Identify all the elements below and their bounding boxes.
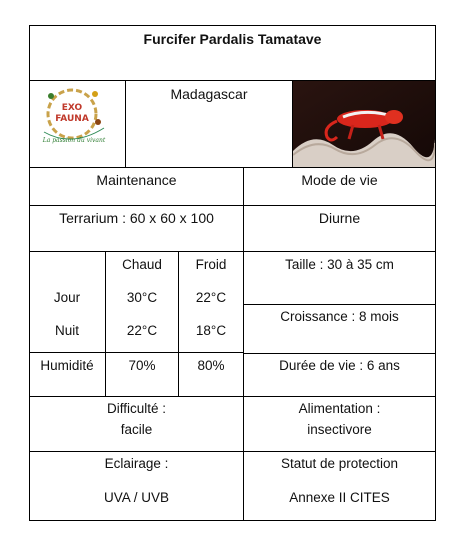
logo-text-fauna: FAUNA xyxy=(55,114,89,124)
page-title: Furcifer Pardalis Tamatave xyxy=(143,31,322,47)
lighting-value: UVA / UVB xyxy=(103,490,170,505)
feeding-label: Alimentation : xyxy=(298,401,381,416)
lighting-label: Eclairage : xyxy=(104,456,169,471)
lifestyle-header: Mode de vie xyxy=(301,172,378,188)
difficulty-value: facile xyxy=(120,422,153,437)
border-right xyxy=(435,25,436,521)
day-hot-temp: 30°C xyxy=(126,290,158,305)
origin-label: Madagascar xyxy=(170,86,248,102)
day-cold-temp: 22°C xyxy=(195,290,227,305)
feeding-value: insectivore xyxy=(307,422,372,437)
terrarium-size: Terrarium : 60 x 60 x 100 xyxy=(59,210,214,226)
night-cold-temp: 18°C xyxy=(195,323,227,338)
logo-text-exo: EXO xyxy=(61,103,83,113)
humidity-cold: 80% xyxy=(197,358,225,373)
activity-pattern: Diurne xyxy=(318,210,361,226)
border-bottom xyxy=(29,520,436,521)
protection-label: Statut de protection xyxy=(280,456,399,471)
row-line xyxy=(29,396,436,397)
humidity-hot: 70% xyxy=(128,358,156,373)
difficulty-label: Difficulté : xyxy=(106,401,167,416)
protection-value: Annexe II CITES xyxy=(289,490,390,505)
col-cold-header: Froid xyxy=(195,257,227,272)
growth-time: Croissance : 8 mois xyxy=(280,309,399,324)
col-hot-header: Chaud xyxy=(122,257,162,272)
logo-tagline: La passion du vivant xyxy=(42,137,106,144)
row-line xyxy=(29,167,436,168)
exofauna-logo xyxy=(38,84,114,150)
row-line xyxy=(243,304,436,305)
row-line xyxy=(29,205,436,206)
row-line xyxy=(29,251,436,252)
row-line xyxy=(29,352,244,353)
row-line xyxy=(243,353,436,354)
border-top xyxy=(29,25,436,26)
row-line xyxy=(29,451,436,452)
adult-size: Taille : 30 à 35 cm xyxy=(285,257,394,272)
border-left xyxy=(29,25,30,521)
row-label-night: Nuit xyxy=(54,323,79,338)
night-hot-temp: 22°C xyxy=(126,323,158,338)
lifespan: Durée de vie : 6 ans xyxy=(279,358,400,373)
row-label-day: Jour xyxy=(53,290,81,305)
maintenance-header: Maintenance xyxy=(96,172,177,188)
row-label-humidity: Humidité xyxy=(40,358,94,373)
chameleon-photo xyxy=(293,81,435,167)
